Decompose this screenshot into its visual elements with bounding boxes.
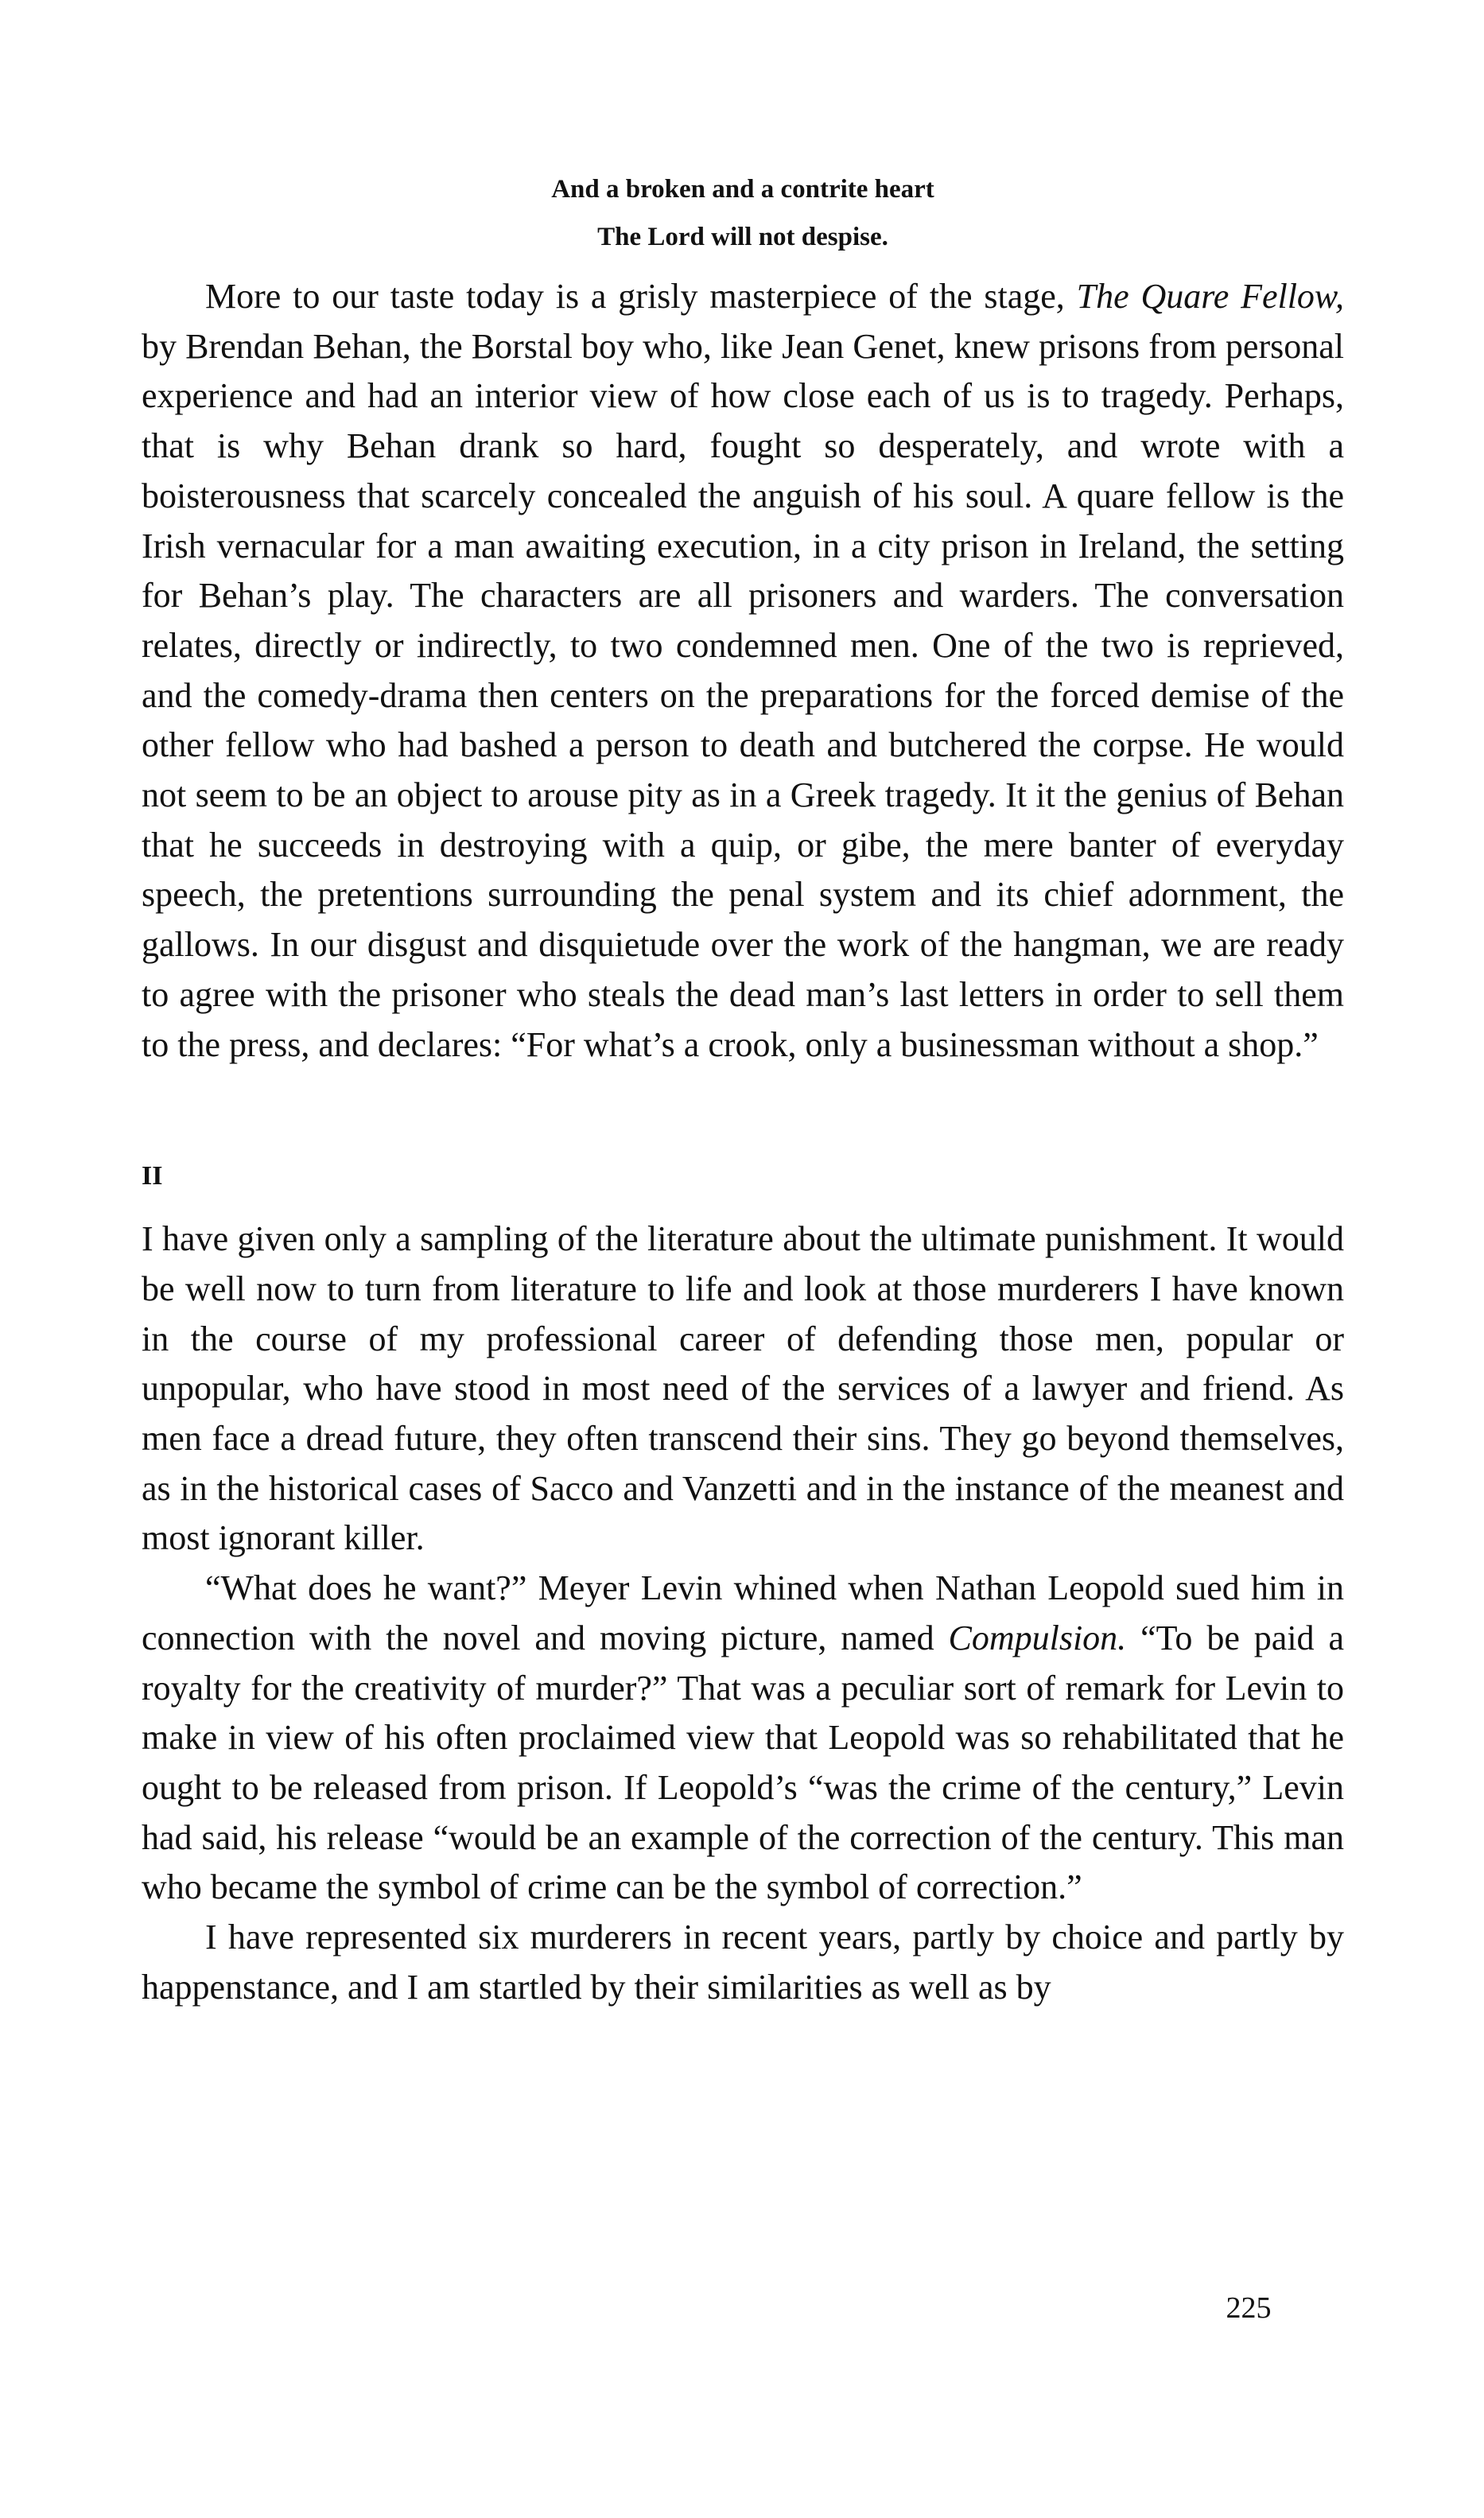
epigraph	[142, 165, 1344, 261]
epigraph-line-2: The Lord will not despise.	[597, 223, 888, 251]
paragraph-six-murderers: I have represented six murderers in recent years, partly by choice and partly by happenstance, and I am startled by their similarities as well as by	[142, 1918, 1344, 2007]
paragraph-sampling: I have given only a sampling of the literature about the ultimate punishment. It would be well now to turn from literature to life and look at those murderers I have known in the course of my professional career of defending those men, popular or unpopular, who have stood in most need of the services of a lawyer and friend. As men face a dread future, they often transcend their sins. They go beyond themselves, as in the historical cases of Sacco and Vanzetti and in the instance of the meanest and most ignorant killer.	[142, 1219, 1344, 1558]
section-heading: II	[142, 1161, 163, 1191]
paragraph-levin	[142, 1564, 1344, 1913]
paragraph-1-text-a: More to our taste today is a grisly masterpiece of the stage,	[205, 277, 1077, 316]
epigraph-line-1: And a broken and a contrite heart	[551, 175, 934, 204]
paragraph-1-text-b: by Brendan Behan, the Borstal boy who, like Jean Genet, knew prisons from personal experience and had an interior view of how close each of us is to tragedy. Perhaps, that is why Behan drank so hard, fought so desperately, and wrote with a boisterousness that scarcely concealed the anguish of his soul. A quare fellow is the Irish vernacular for a man awaiting execution, in a city prison in Ireland, the setting for Behan’s play. The characters are all prisoners and warders. The conversation relates, directly or indirectly, to two condemned men. One of the two is reprieved, and the comedy-drama then centers on the preparations for the forced demise of the other fellow who had bashed a person to death and butchered the corpse. He would not seem to be an object to arouse pity as in a Greek tragedy. It it the genius of Behan that he succeeds in destroying with a quip, or gibe, the mere banter of everyday speech, the pretentions surrounding the penal system and its chief adornment, the gallows. In our disgust and disquietude over the work of the hangman, we are ready to agree with the prisoner who steals the dead man’s last letters in order to sell them to the press, and declares: “For what’s a crook, only a businessman without a shop.”	[142, 326, 1344, 1064]
novel-title: Compulsion.	[948, 1618, 1127, 1657]
page-number: 225	[1226, 2291, 1272, 2325]
paragraph-quare-fellow	[142, 272, 1344, 1070]
play-title: The Quare Fellow,	[1076, 277, 1345, 316]
paragraph-3-text-b: “To be paid a royalty for the creativity of murder?” That was a peculiar sort of remark for Levin to make in view of his often proclaimed view that Leopold was so rehabilitated that he ought to be released from prison. If Leopold’s “was the crime of the century,” Levin had said, his release “would be an example of the correction of the century. This man who became the symbol of crime can be the symbol of correction.”	[142, 1618, 1344, 1907]
text-column	[142, 165, 1344, 2013]
paragraph-3-text-a: “What does he want?” Meyer Levin whined when Nathan Leopold sued him in connection with the novel and moving picture, named	[142, 1568, 1344, 1657]
